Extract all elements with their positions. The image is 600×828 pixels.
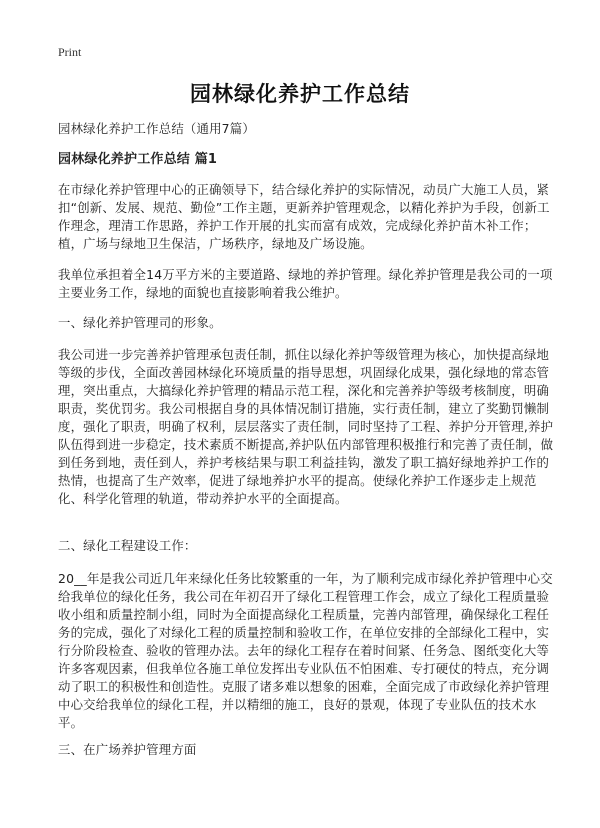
paragraph-6: 20__年是我公司近几年来绿化任务比较繁重的一年，为了顺利完成市绿化养护管理中心交给我单位的绿化任务，我公司在年初召开了绿化工程管理工作会，成立了绿化工程质量验收小组和质量控制小组，同时为全面提高绿化工程质量，完善内部管理，确保绿化工程任务的完成，强化了对绿化工程的质量控制和验收工作，在单位安排的全部绿化工程中，实行分阶段检查、验收的管理办法。去年的绿化工程存在着时间紧、任务急、图纸变化大等许多客观因素，但我单位各施工单位发挥出专业队伍不怕困难、专打硬仗的特点，充分调动了职工的积极性和创造性。克服了诸多难以想象的困难，全面完成了市政绿化养护管理中心交给我单位的绿化工程，并以精细的施工，良好的景观，体现了专业队伍的技术水平。 [58, 571, 553, 730]
section-heading: 园林绿化养护工作总结 篇1 [58, 152, 218, 167]
paragraph-7: 三、在广场养护管理方面 [58, 742, 197, 757]
page-title: 园林绿化养护工作总结 [190, 82, 410, 106]
document-subtitle: 园林绿化养护工作总结（通用7篇） [58, 121, 255, 136]
print-link[interactable]: Print [58, 45, 82, 59]
paragraph-4: 我公司进一步完善养护管理承包责任制，抓住以绿化养护等级管理为核心，加快提高绿地等级的步伐，全面改善园林绿化环境质量的指导思想，巩固绿化成果，强化绿地的常态管理，突出重点，大搞绿化养护管理的精品示范工程，深化和完善养护等级考核制度，明确职责，奖优罚劣。我公司根据自身的具体情况制订措施，实行责任制，建立了奖勤罚懒制度，强化了职责，明确了权利，层层落实了责任制，同时坚持了工程、养护分开管理,养护队伍得到进一步稳定，技术素质不断提高,养护队伍内部管理积极推行和完善了责任制，做到任务到地，责任到人，养护考核结果与职工利益挂钩，激发了职工搞好绿地养护工作的热情，也提高了生产效率，促进了绿地养护水平的提高。使绿化养护工作逐步走上规范化、科学化管理的轨道，带动养护水平的全面提高。 [58, 347, 554, 506]
paragraph-3: 一、绿化养护管理司的形象。 [58, 315, 222, 330]
paragraph-1: 在市绿化养护管理中心的正确领导下，结合绿化养护的实际情况，动员广大施工人员，紧扣“创新、发展、规范、勤俭”工作主题，更新养护管理观念，以精化养护为手段，创新工作理念，理清工作思路，养护工作开展的扎实而富有成效，完成绿化养护苗木补工作；植，广场与绿地卫生保洁，广场秩序，绿地及广场设施。 [58, 182, 550, 251]
paragraph-2: 我单位承担着全14万平方米的主要道路、绿地的养护管理。绿化养护管理是我公司的一项主要业务工作，绿地的面貌也直接影响着我公维护。 [58, 267, 553, 300]
paragraph-5: 二、绿化工程建设工作： [58, 538, 197, 553]
